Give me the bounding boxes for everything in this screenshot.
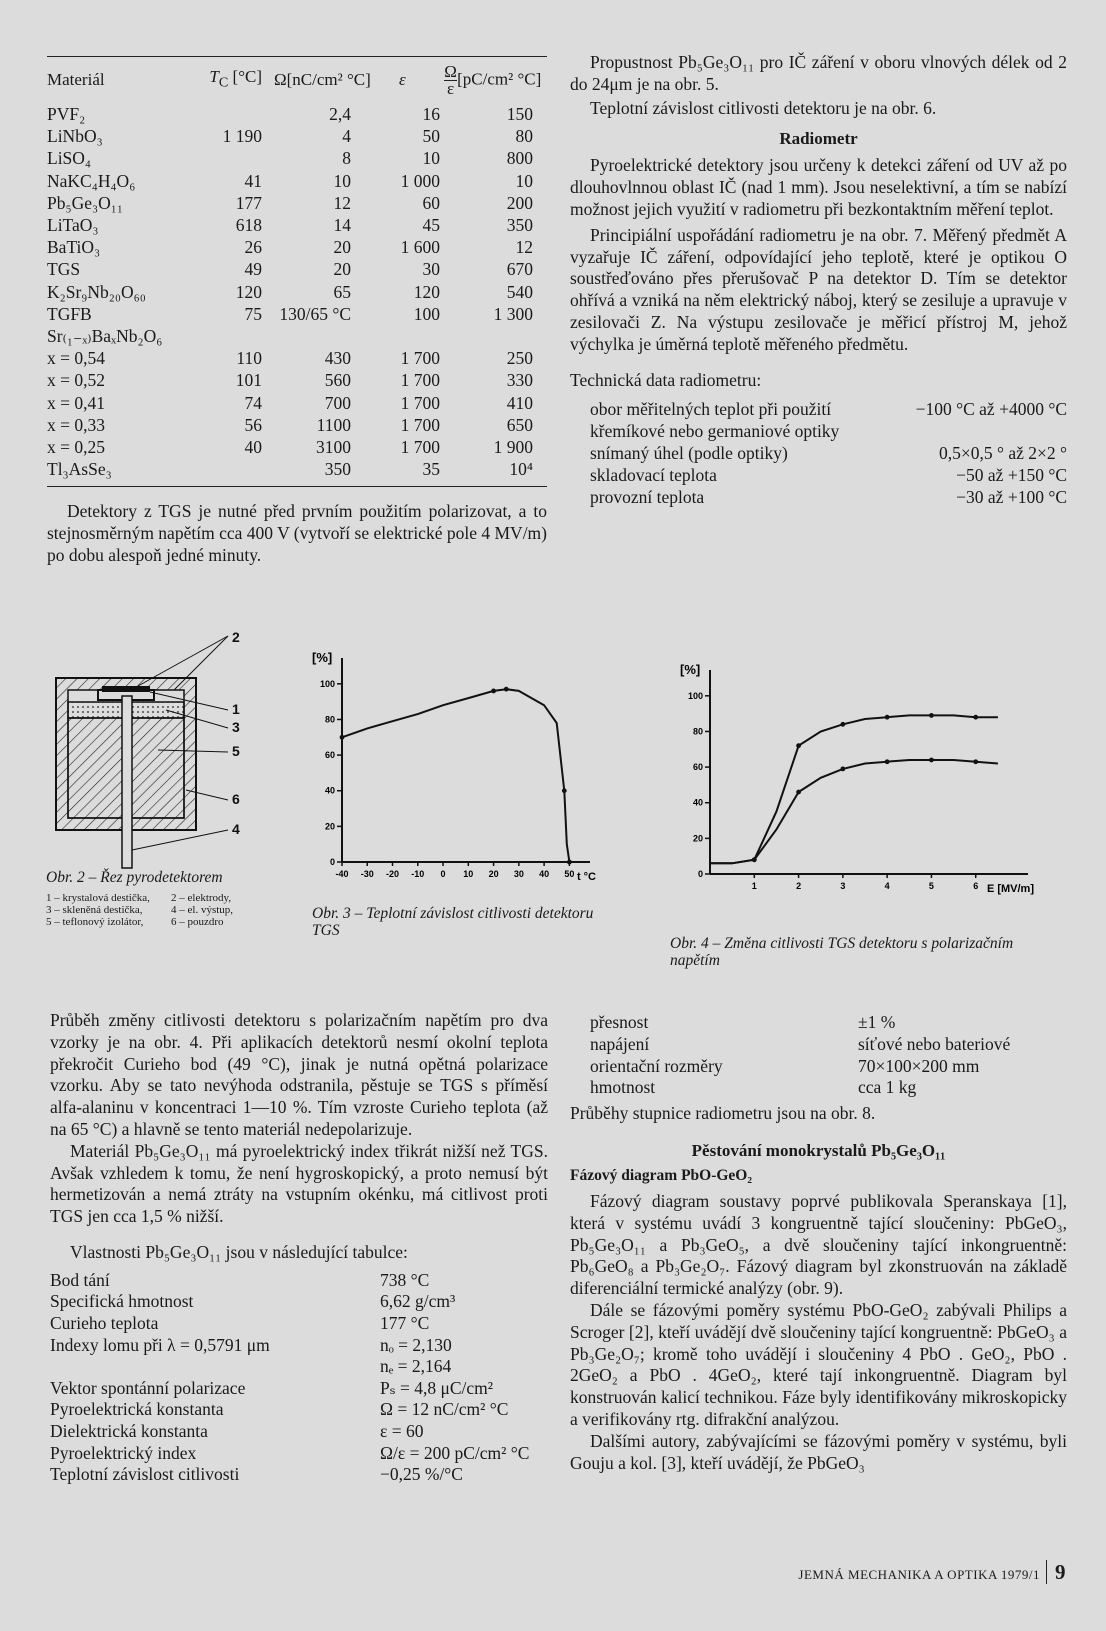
table-cell-tc: 110 (236, 348, 262, 369)
callout-3: 3 (232, 719, 240, 735)
table-cell-index: 670 (506, 259, 533, 280)
data-point (796, 790, 801, 795)
section-heading: Pěstování monokrystalů Pb₅Ge₃O₁₁ (691, 1140, 946, 1160)
callout-1: 1 (232, 701, 240, 717)
paragraph: Propustnost Pb₅Ge₃O₁₁ pro IČ záření v oboru vlnových délek od 2 do 24μm je na obr. 5. (570, 52, 1067, 94)
property-row (50, 1421, 548, 1443)
table-cell-omega: 10 (333, 170, 351, 191)
x-axis-label: t °C (576, 871, 596, 883)
legend-item: 3 – skleněná destička, (46, 904, 143, 916)
table-cell-epsilon: 10 (422, 148, 440, 169)
table-row (47, 414, 547, 436)
data-point (840, 766, 845, 771)
table-cell-tc: 75 (244, 303, 262, 324)
table-body (47, 103, 547, 480)
table-cell-tc: 1 190 (222, 126, 262, 147)
data-point (885, 759, 890, 764)
fig3-chart (312, 636, 622, 906)
tech-intro: Technická data radiometru: (570, 369, 762, 390)
y-axis-label: [%] (312, 650, 333, 665)
paragraph: Pyroelektrické detektory jsou určeny k detekci záření od UV až po dlouhovlnnou oblast IČ (nad 1 mm). Jsou neselektivní, a tím se nabízí možnost jejich využití v radiometru při bezkontaktním měření teplot. (570, 155, 1067, 219)
table-cell-epsilon: 1 700 (400, 436, 440, 457)
tech-data-name: orientační rozměry (590, 1055, 723, 1076)
table-cell-material: TGS (47, 259, 81, 280)
data-point (491, 689, 496, 694)
table-cell-epsilon: 1 700 (400, 370, 440, 391)
x-tick-label: 20 (488, 869, 499, 879)
property-name: Specifická hmotnost (50, 1291, 194, 1312)
table-cell-omega: 14 (333, 215, 351, 236)
table-cell-index: 540 (506, 281, 533, 302)
crystal-shape (102, 686, 150, 692)
tech-data-value: −30 až +100 °C (956, 486, 1067, 507)
legend-item: 5 – teflonový izolátor, (46, 916, 144, 928)
table-cell-material: LiTaO₃ (47, 215, 99, 236)
table-cell-index: 1 900 (493, 436, 533, 457)
property-row (50, 1399, 548, 1421)
pyrodetector-cross-section (46, 630, 276, 880)
tech-data-name: napájení (590, 1033, 650, 1054)
y-tick-label: 0 (697, 869, 703, 879)
x-tick-label: 3 (840, 881, 846, 891)
paragraph: Průběh změny citlivosti detektoru s polarizačním napětím pro dva vzorky je na obr. 4. Při aplikacích detektorů nesmí okolní teplota překročit Curieho bod (49 °C), jinak je nutná opětná polarizace vzorku. Aby se tato nevýhoda odstranila, pěstuje se TGS s příměsí alfa-alaninu v koncentraci 1—10 %. Tím vzroste Curieho teplota (až na 65 °C) a hlavně se tento materiál nedepolarizuje. (50, 1010, 548, 1139)
table-cell-epsilon: 1 700 (400, 348, 440, 369)
tech-data-value: ±1 % (858, 1012, 896, 1032)
table-cell-index: 12 (515, 237, 533, 258)
table-cell-material: Tl₃AsSe₃ (47, 459, 112, 480)
table-cell-material: x = 0,41 (47, 392, 105, 413)
table-cell-epsilon: 1 700 (400, 414, 440, 435)
x-tick-label: 2 (796, 881, 802, 891)
fig4-caption: Obr. 4 – Změna citlivosti TGS detektoru s polarizačním napětím (670, 935, 1014, 969)
property-row (50, 1291, 548, 1313)
y-tick-label: 60 (692, 762, 703, 773)
legend-item: 1 – krystalová destička, (46, 892, 150, 904)
tech-data-name: snímaný úhel (podle optiky) (590, 442, 788, 463)
scale-note: Průběhy stupnice radiometru jsou na obr. 8. (570, 1103, 876, 1124)
table-cell-index: 1 300 (493, 303, 533, 324)
data-point (840, 722, 845, 727)
x-tick-label: 30 (513, 869, 524, 879)
y-tick-label: 100 (319, 678, 335, 689)
callout-6: 6 (232, 791, 240, 807)
table-cell-material: Pb₅Ge₃O₁₁ (47, 192, 123, 213)
data-point (752, 857, 757, 862)
fig2-caption: Obr. 2 – Řez pyrodetektorem (46, 869, 223, 886)
property-name: Bod tání (50, 1269, 110, 1290)
tech-data-value: −100 °C až +4000 °C (915, 399, 1067, 420)
table-cell-tc: 56 (244, 414, 262, 435)
x-tick-label: 6 (973, 881, 979, 891)
props-intro: Vlastnosti Pb₅Ge₃O₁₁ jsou v následující tabulce: (70, 1241, 408, 1262)
table-cell-tc: 74 (244, 392, 262, 413)
x-tick-label: 50 (564, 869, 575, 879)
page-number: 9 (1046, 1560, 1066, 1584)
figure-3 (312, 636, 622, 956)
table-cell-omega (266, 325, 399, 347)
property-value: nₑ = 2,164 (380, 1356, 452, 1377)
table-cell-tc: 40 (244, 436, 262, 457)
property-row (50, 1356, 548, 1378)
data-point (567, 860, 572, 865)
tech-data-name: přesnost (590, 1012, 649, 1032)
left-lower-column (50, 1010, 548, 1486)
table-cell-omega: 4 (342, 126, 351, 147)
table-cell-tc: 618 (235, 215, 262, 236)
y-axis-label: [%] (680, 662, 701, 677)
table-cell-index: 80 (515, 126, 533, 147)
table-row (47, 303, 547, 325)
table-cell-tc: 41 (244, 170, 262, 191)
table-cell-index: 150 (506, 104, 533, 125)
legend-item: 4 – el. výstup, (171, 904, 234, 916)
x-tick-label: 5 (928, 881, 934, 891)
table-cell-index (444, 325, 547, 347)
table-cell-epsilon: 100 (413, 303, 440, 324)
header-epsilon: ε (399, 70, 406, 89)
figure-2 (46, 630, 276, 970)
paragraph: Fázový diagram soustavy poprvé publikovala Speranskaya [1], která v systému uvádí 3 kongruentně tající sloučeniny: PbGeO₃, Pb₅Ge₃O₁₁ a Pb₃GeO₅, a dvě sloučeniny tající inkongruentně: Pb₆GeO₈ a Pb₃Ge₂O₇. Fázový diagram byl zkonstruován na základě diferenciální termické analýzy (obr. 9). (570, 1190, 1067, 1299)
tgs-polarization-paragraph: Detektory z TGS je nutné před prvním použitím polarizovat, a to stejnosměrným napětím cca 400 V (vytvoří se elektrické pole 4 MV/m) po dobu alespoň jedné minuty. (47, 501, 547, 565)
property-row (50, 1378, 548, 1400)
table-cell-omega: 2,4 (329, 104, 351, 125)
table-cell-omega: 350 (324, 459, 351, 480)
table-cell-omega: 8 (342, 148, 351, 169)
paragraph: Teplotní závislost citlivosti detektoru je na obr. 6. (590, 97, 937, 118)
table-cell-material: LiNbO₃ (47, 126, 103, 147)
table-cell-index: 250 (506, 348, 533, 369)
fig4-chart (670, 654, 1070, 934)
tech-data-value: cca 1 kg (858, 1077, 917, 1098)
property-name (50, 1356, 380, 1378)
tech-data-row (570, 443, 1067, 465)
property-value: nₒ = 2,130 (380, 1334, 452, 1355)
table-row (47, 147, 547, 169)
x-tick-label: -10 (411, 869, 425, 879)
table-cell-material: Sr₍₁₋ₓ₎BaₓNb₂O₆ (47, 325, 163, 346)
table-cell-epsilon: 35 (422, 459, 440, 480)
x-axis-label: E [MV/m] (986, 883, 1034, 895)
table-row (47, 236, 547, 258)
table-cell-index: 800 (506, 148, 533, 169)
table-cell-index: 200 (506, 192, 533, 213)
table-row (47, 281, 547, 303)
property-value: −0,25 %/°C (380, 1464, 463, 1485)
table-cell-epsilon: 1 700 (400, 392, 440, 413)
header-index: $\frac{\Omega}{\varepsilon}[pC$/cm² °C] (444, 61, 542, 98)
table-cell-index: 350 (506, 215, 533, 236)
table-cell-omega: 65 (333, 281, 351, 302)
x-tick-label: -20 (386, 869, 400, 879)
tech-data-name: provozní teplota (590, 486, 705, 507)
property-value: Ω = 12 nC/cm² °C (380, 1399, 509, 1420)
table-cell-material: x = 0,52 (47, 370, 105, 391)
table-cell-omega: 560 (324, 370, 351, 391)
fig3-caption: Obr. 3 – Teplotní závislost citlivosti detektoru TGS (312, 905, 594, 939)
table-cell-tc: 49 (244, 259, 262, 280)
property-value: Ω/ε = 200 pC/cm² °C (380, 1442, 530, 1463)
y-tick-label: 80 (324, 714, 335, 725)
table-cell-material: x = 0,33 (47, 414, 105, 435)
property-value: 6,62 g/cm³ (380, 1291, 456, 1312)
tech-data-value: −50 až +150 °C (956, 464, 1067, 485)
table-row (47, 103, 547, 125)
data-point (796, 743, 801, 748)
y-tick-label: 20 (692, 833, 703, 844)
tech-data-row (570, 1077, 1067, 1099)
property-row (50, 1270, 548, 1292)
property-name: Dielektrická konstanta (50, 1420, 208, 1441)
table-cell-material: x = 0,25 (47, 436, 105, 457)
table-cell-omega: 130/65 °C (279, 303, 351, 324)
table-cell-index: 10⁴ (509, 459, 533, 480)
series-line (342, 689, 569, 862)
property-row (50, 1464, 548, 1486)
table-cell-tc: 101 (235, 370, 262, 391)
property-name: Pyroelektrický index (50, 1442, 197, 1463)
table-cell-material: NaKC₄H₄O₆ (47, 170, 136, 191)
property-name: Indexy lomu při λ = 0,5791 μm (50, 1334, 270, 1355)
table-cell-tc (187, 325, 266, 347)
x-tick-label: -40 (335, 869, 349, 879)
tech-data-row (570, 487, 1067, 509)
table-cell-tc: 120 (235, 281, 262, 302)
tech-data-row (570, 465, 1067, 487)
table-cell-tc (187, 103, 266, 125)
table-cell-material: K₂Sr₉Nb₂₀O₆₀ (47, 281, 146, 302)
section-heading: Radiometr (779, 129, 858, 149)
table-row (47, 192, 547, 214)
table-cell-tc (187, 147, 266, 169)
table-cell-tc: 177 (235, 192, 262, 213)
tech-data-value: 0,5×0,5 ° až 2×2 ° (938, 442, 1067, 463)
header-tc: $T_C$ [°C] (209, 67, 262, 91)
table-row (47, 258, 547, 280)
table-cell-epsilon: 1 000 (400, 170, 440, 191)
data-point (562, 788, 567, 793)
table-cell-omega: 700 (324, 392, 351, 413)
table-row (47, 214, 547, 236)
tech-data-row (570, 399, 1067, 443)
y-tick-label: 80 (692, 726, 703, 737)
property-name: Curieho teplota (50, 1312, 159, 1333)
tech-data-value: síťové nebo bateriové (858, 1033, 1011, 1054)
tech-data-value: 70×100×200 mm (858, 1055, 980, 1076)
journal-name: JEMNÁ MECHANIKA A OPTIKA 1979/1 (798, 1567, 1040, 1582)
data-point (929, 713, 934, 718)
paragraph: Materiál Pb₅Ge₃O₁₁ má pyroelektrický index třikrát nižší než TGS. Avšak vzhledem k tomu, že není hygroskopický, a proto nemusí být hermetizován a nemá ztráty na vstupním okénku, má citlivost proti TGS jen cca 1,5 % nižší. (50, 1140, 548, 1227)
data-point (929, 758, 934, 763)
table-row (47, 170, 547, 192)
property-value: ε = 60 (380, 1420, 424, 1441)
property-value: 738 °C (380, 1269, 430, 1290)
right-column (570, 52, 1067, 508)
tech-data-list (570, 399, 1067, 508)
table-bottom-rule (47, 486, 547, 487)
series-line (710, 715, 998, 863)
x-tick-label: 4 (884, 881, 890, 891)
header-material: Materiál (47, 70, 105, 89)
table-row (47, 391, 547, 413)
fig2-legend (46, 892, 276, 928)
table-cell-epsilon: 50 (422, 126, 440, 147)
legend-item: 6 – pouzdro (171, 916, 224, 928)
tech-data-row (570, 1034, 1067, 1056)
property-name: Pyroelektrická konstanta (50, 1399, 224, 1420)
table-cell-index: 410 (506, 392, 533, 413)
y-tick-label: 60 (324, 750, 335, 761)
table-cell-material: BaTiO₃ (47, 237, 101, 258)
paragraph: Principiální uspořádání radiometru je na obr. 7. Měřený předmět A vyzařuje IČ záření, odpovídající jeho teplotě, které je optikou O soustřeďováno přes přerušovač P na detektor D. Tím se detektor ohřívá a vzniká na něm elektrický náboj, který se zesiluje a upravuje v zesilovači Z. Na výstupu zesilovače je měřicí přístroj M, jehož výchylka je úměrná teplotě měřeného předmětu. (570, 224, 1067, 354)
table-cell-epsilon: 1 600 (400, 237, 440, 258)
tech-data-row (570, 1056, 1067, 1078)
tech-data-name: skladovací teplota (590, 464, 717, 485)
y-tick-label: 20 (324, 821, 335, 832)
x-tick-label: -30 (360, 869, 374, 879)
table-cell-material: x = 0,54 (47, 348, 105, 369)
data-point (973, 715, 978, 720)
table-cell-index: 330 (506, 370, 533, 391)
materials-table (47, 57, 547, 480)
table-row (47, 436, 547, 458)
property-row (50, 1313, 548, 1335)
property-row (50, 1335, 548, 1357)
page-footer (798, 1560, 1066, 1585)
callout-2: 2 (232, 630, 240, 645)
header-omega: Ω[nC/cm² °C] (274, 70, 371, 89)
table-cell-omega: 20 (333, 237, 351, 258)
property-row (50, 1443, 548, 1465)
tech-data-list-2 (570, 1012, 1067, 1099)
x-tick-label: 0 (440, 869, 446, 879)
table-cell-epsilon: 120 (413, 281, 440, 302)
x-tick-label: 40 (539, 869, 550, 879)
table-cell-omega: 430 (324, 348, 351, 369)
property-name: Vektor spontánní polarizace (50, 1377, 246, 1398)
output-pin-shape (122, 696, 132, 868)
table-row (47, 325, 547, 347)
data-point (885, 715, 890, 720)
table-row (47, 369, 547, 391)
callout-5: 5 (232, 743, 240, 759)
x-tick-label: 1 (751, 881, 757, 891)
property-value: Pₛ = 4,8 μC/cm² (380, 1377, 494, 1398)
table-cell-material: TGFB (47, 303, 92, 324)
table-cell-epsilon: 16 (422, 104, 440, 125)
table-header-row (47, 57, 547, 103)
table-cell-epsilon (399, 325, 444, 347)
table-row (47, 125, 547, 147)
data-point (973, 759, 978, 764)
y-tick-label: 40 (692, 797, 703, 808)
table-cell-index: 650 (506, 414, 533, 435)
tech-data-name: hmotnost (590, 1077, 656, 1098)
y-tick-label: 0 (329, 857, 335, 867)
x-tick-label: 10 (463, 869, 474, 879)
callout-4: 4 (232, 821, 240, 837)
table-row (47, 347, 547, 369)
table-cell-omega: 1100 (316, 414, 351, 435)
data-point (504, 687, 509, 692)
table-row (47, 458, 547, 480)
series-line (710, 760, 998, 863)
tech-data-row (570, 1012, 1067, 1034)
right-lower-column (570, 1012, 1067, 1474)
left-column (47, 56, 547, 567)
paragraph: Dalšími autory, zabývajícími se fázovými poměry v systému, byli Gouju a kol. [3], kteří uvádějí, že PbGeO₃ (570, 1430, 1067, 1473)
table-cell-epsilon: 45 (422, 215, 440, 236)
table-cell-tc (187, 458, 266, 480)
property-value: 177 °C (380, 1312, 430, 1333)
table-cell-epsilon: 30 (422, 259, 440, 280)
table-cell-index: 10 (515, 170, 533, 191)
subsection-heading: Fázový diagram PbO-GeO₂ (570, 1166, 753, 1184)
figure-4 (670, 654, 1070, 984)
properties-list (50, 1270, 548, 1486)
table-cell-material: LiSO₄ (47, 148, 92, 169)
data-point (340, 735, 345, 740)
table-cell-tc: 26 (244, 237, 262, 258)
paragraph: Dále se fázovými poměry systému PbO-GeO₂ zabývali Philips a Scroger [2], kteří uvádějí dvě sloučeniny tající kongruentně: PbGeO₃ a Pb₃Ge₂O₇; kromě toho uvádějí i sloučeniny 4 PbO . GeO₂, PbO . 2GeO₂ a PbO . 4GeO₂, které tají inkongruentně. Diagram byl konstruován kalicí technikou. Fáze byly identifikovány mikroskopicky a verifikovány rtg. difrakční analýzou. (570, 1299, 1067, 1429)
table-cell-omega: 3100 (316, 436, 351, 457)
table-cell-material: PVF₂ (47, 104, 86, 125)
tech-data-name: obor měřitelných teplot při použití křemíkové nebo germaniové optiky (590, 399, 840, 442)
table-cell-epsilon: 60 (422, 192, 440, 213)
table-cell-omega: 12 (333, 192, 351, 213)
y-tick-label: 40 (324, 785, 335, 796)
y-tick-label: 100 (687, 690, 703, 701)
legend-item: 2 – elektrody, (171, 892, 232, 904)
property-name: Teplotní závislost citlivosti (50, 1464, 240, 1485)
table-cell-omega: 20 (333, 259, 351, 280)
